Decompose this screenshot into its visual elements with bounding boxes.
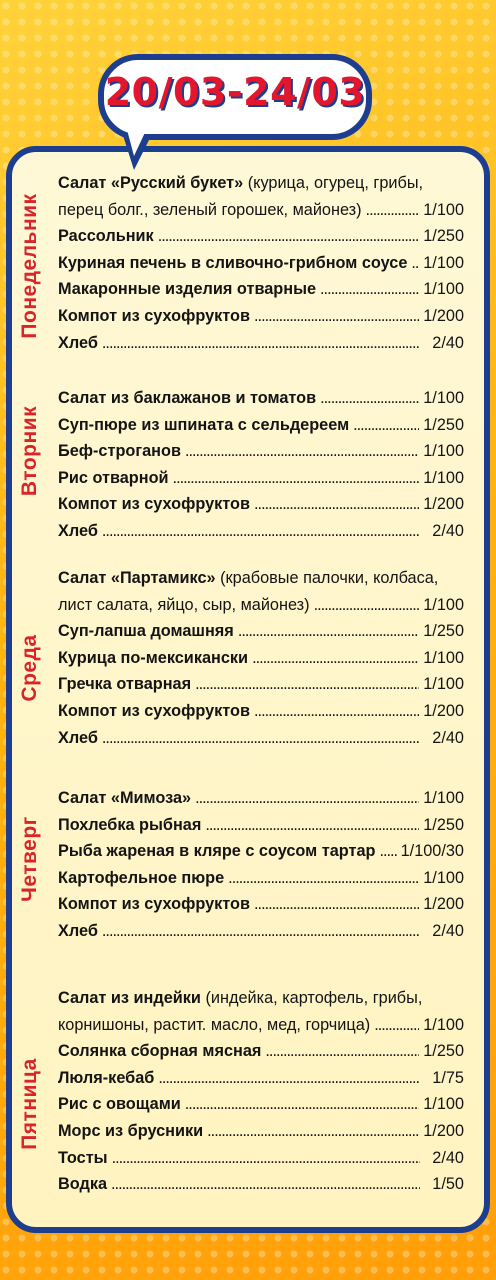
dot-leader bbox=[238, 618, 419, 645]
date-range-title: 20/03-24/03 bbox=[104, 70, 366, 114]
dot-leader bbox=[195, 785, 419, 812]
menu-item bbox=[58, 891, 464, 918]
dot-leader bbox=[102, 330, 420, 357]
dot-leader bbox=[254, 698, 419, 725]
dish-name: Салат «Партамикс» bbox=[58, 569, 216, 587]
dish-name: Салат «Русский букет» bbox=[58, 174, 244, 192]
dot-leader bbox=[254, 491, 419, 518]
portion-size: 1/100 bbox=[423, 389, 464, 407]
portion-size: 1/100 bbox=[423, 1015, 464, 1034]
portion-size: 1/250 bbox=[423, 227, 464, 246]
menu-item bbox=[58, 725, 464, 752]
portion-size: 1/100 bbox=[423, 675, 464, 694]
day-menu-monday bbox=[58, 170, 464, 356]
dish-name: Салат «Мимоза» bbox=[58, 789, 192, 807]
menu-item bbox=[58, 812, 464, 839]
menu-item bbox=[58, 618, 464, 645]
menu-item-heading bbox=[58, 985, 464, 1012]
portion-size: 1/250 bbox=[423, 415, 464, 434]
menu-item bbox=[58, 276, 464, 303]
dish-name: Суп-пюре из шпината с сельдереем bbox=[58, 415, 350, 434]
dot-leader bbox=[173, 465, 420, 492]
dish-name: Компот из сухофруктов bbox=[58, 306, 251, 325]
menu-item-heading bbox=[58, 170, 464, 197]
menu-item bbox=[58, 412, 464, 439]
dot-leader bbox=[353, 412, 419, 439]
menu-item bbox=[58, 385, 464, 412]
portion-size: 1/200 bbox=[423, 306, 464, 325]
dot-leader bbox=[228, 865, 419, 892]
day-menu-friday bbox=[58, 985, 464, 1198]
menu-item bbox=[58, 1091, 464, 1118]
day-name: Четверг bbox=[18, 816, 41, 902]
portion-size: 1/100 bbox=[423, 468, 464, 487]
menu-item bbox=[58, 698, 464, 725]
menu-item bbox=[58, 1118, 464, 1145]
dot-leader bbox=[265, 1038, 419, 1065]
dish-name: Люля-кебаб bbox=[58, 1068, 155, 1087]
portion-size: 1/100/30 bbox=[400, 842, 464, 861]
day-menu-tuesday bbox=[58, 385, 464, 545]
menu-item bbox=[58, 438, 464, 465]
menu-item bbox=[58, 518, 464, 545]
menu-item bbox=[58, 1171, 464, 1198]
dish-name: Салат из баклажанов и томатов bbox=[58, 389, 317, 407]
dot-leader bbox=[111, 1171, 420, 1198]
dot-leader bbox=[207, 1118, 419, 1145]
portion-size: 2/40 bbox=[432, 921, 464, 940]
dish-description: (курица, огурец, грибы, bbox=[243, 174, 424, 192]
dish-name: Хлеб bbox=[58, 521, 98, 540]
portion-size: 1/100 bbox=[423, 789, 464, 807]
dot-leader bbox=[411, 250, 419, 277]
portion-size: 1/50 bbox=[432, 1175, 464, 1194]
menu-item bbox=[58, 865, 464, 892]
dish-name: Салат из индейки bbox=[58, 989, 201, 1007]
dot-leader bbox=[185, 1091, 419, 1118]
dish-name: Картофельное пюре bbox=[58, 868, 225, 887]
dot-leader bbox=[102, 518, 420, 545]
dish-description: (индейка, картофель, грибы, bbox=[200, 989, 423, 1007]
menu-item bbox=[58, 465, 464, 492]
dot-leader bbox=[158, 223, 420, 250]
dish-name: Рис с овощами bbox=[58, 1095, 181, 1114]
menu-item bbox=[58, 918, 464, 945]
portion-size: 1/200 bbox=[423, 1121, 464, 1140]
dot-leader bbox=[102, 725, 420, 752]
dish-description-cont: корнишоны, растит. масло, мед, горчица) bbox=[58, 1015, 371, 1034]
dish-name: Тосты bbox=[58, 1148, 108, 1167]
dish-name: Курица по-мексикански bbox=[58, 648, 249, 667]
dot-leader bbox=[314, 592, 420, 619]
dot-leader bbox=[158, 1065, 420, 1092]
dot-leader bbox=[320, 276, 419, 303]
dot-leader bbox=[254, 891, 419, 918]
dish-name: Хлеб bbox=[58, 333, 98, 352]
dot-leader bbox=[374, 1012, 419, 1039]
menu-item bbox=[58, 785, 464, 812]
menu-item bbox=[58, 250, 464, 277]
dish-name: Солянка сборная мясная bbox=[58, 1042, 262, 1061]
day-name: Пятница bbox=[18, 1058, 41, 1150]
portion-size: 1/200 bbox=[423, 895, 464, 914]
menu-item bbox=[58, 1038, 464, 1065]
dish-name: Компот из сухофруктов bbox=[58, 895, 251, 914]
dot-leader bbox=[366, 197, 420, 224]
dish-name: Макаронные изделия отварные bbox=[58, 280, 317, 299]
portion-size: 1/250 bbox=[423, 1042, 464, 1061]
dot-leader bbox=[195, 671, 419, 698]
dot-leader bbox=[112, 1145, 420, 1172]
portion-size: 1/250 bbox=[423, 815, 464, 834]
dot-leader bbox=[252, 645, 419, 672]
dish-name: Похлебка рыбная bbox=[58, 815, 202, 834]
menu-item bbox=[58, 838, 464, 865]
menu-item bbox=[58, 197, 464, 224]
dish-name: Рыба жареная в кляре с соусом тартар bbox=[58, 842, 376, 861]
portion-size: 1/250 bbox=[423, 622, 464, 641]
dish-name: Рис отварной bbox=[58, 468, 169, 487]
portion-size: 1/100 bbox=[423, 868, 464, 887]
portion-size: 1/100 bbox=[423, 648, 464, 667]
portion-size: 2/40 bbox=[432, 1148, 464, 1167]
portion-size: 1/100 bbox=[423, 280, 464, 299]
dish-name: Компот из сухофруктов bbox=[58, 701, 251, 720]
menu-item bbox=[58, 223, 464, 250]
menu-item bbox=[58, 491, 464, 518]
dish-name: Беф-строганов bbox=[58, 442, 181, 461]
dish-name: Компот из сухофруктов bbox=[58, 495, 251, 514]
dish-name: Суп-лапша домашняя bbox=[58, 622, 234, 641]
dish-name: Морс из брусники bbox=[58, 1121, 204, 1140]
menu-item bbox=[58, 671, 464, 698]
day-name: Среда bbox=[18, 634, 41, 702]
portion-size: 1/200 bbox=[423, 701, 464, 720]
day-name: Понедельник bbox=[18, 193, 41, 339]
dish-name: Хлеб bbox=[58, 728, 98, 747]
dot-leader bbox=[379, 838, 396, 865]
menu-item bbox=[58, 1145, 464, 1172]
day-name: Вторник bbox=[18, 405, 41, 497]
dish-name: Гречка отварная bbox=[58, 675, 192, 694]
menu-item-heading bbox=[58, 565, 464, 592]
portion-size: 1/100 bbox=[423, 1095, 464, 1114]
dot-leader bbox=[320, 385, 419, 412]
portion-size: 2/40 bbox=[432, 728, 464, 747]
dish-name: Куриная печень в сливочно-грибном соусе bbox=[58, 253, 408, 272]
menu-item bbox=[58, 592, 464, 619]
dish-description: (крабовые палочки, колбаса, bbox=[215, 569, 439, 587]
dish-description-cont: лист салата, яйцо, сыр, майонез) bbox=[58, 595, 310, 614]
portion-size: 1/100 bbox=[423, 442, 464, 461]
menu-item bbox=[58, 1065, 464, 1092]
dot-leader bbox=[185, 438, 419, 465]
portion-size: 2/40 bbox=[432, 333, 464, 352]
dish-name: Водка bbox=[58, 1175, 108, 1194]
portion-size: 2/40 bbox=[432, 521, 464, 540]
speech-bubble-tail-fill bbox=[126, 126, 148, 156]
menu-item bbox=[58, 330, 464, 357]
menu-item bbox=[58, 645, 464, 672]
portion-size: 1/100 bbox=[423, 253, 464, 272]
portion-size: 1/75 bbox=[432, 1068, 464, 1087]
portion-size: 1/200 bbox=[423, 495, 464, 514]
day-menu-wednesday bbox=[58, 565, 464, 751]
menu-item bbox=[58, 303, 464, 330]
dish-name: Хлеб bbox=[58, 921, 98, 940]
portion-size: 1/100 bbox=[423, 595, 464, 614]
dot-leader bbox=[254, 303, 419, 330]
day-menu-thursday bbox=[58, 785, 464, 945]
portion-size: 1/100 bbox=[423, 200, 464, 219]
dot-leader bbox=[205, 812, 419, 839]
menu-item bbox=[58, 1012, 464, 1039]
dish-name: Рассольник bbox=[58, 227, 154, 246]
dish-description-cont: перец болг., зеленый горошек, майонез) bbox=[58, 200, 362, 219]
dot-leader bbox=[102, 918, 420, 945]
